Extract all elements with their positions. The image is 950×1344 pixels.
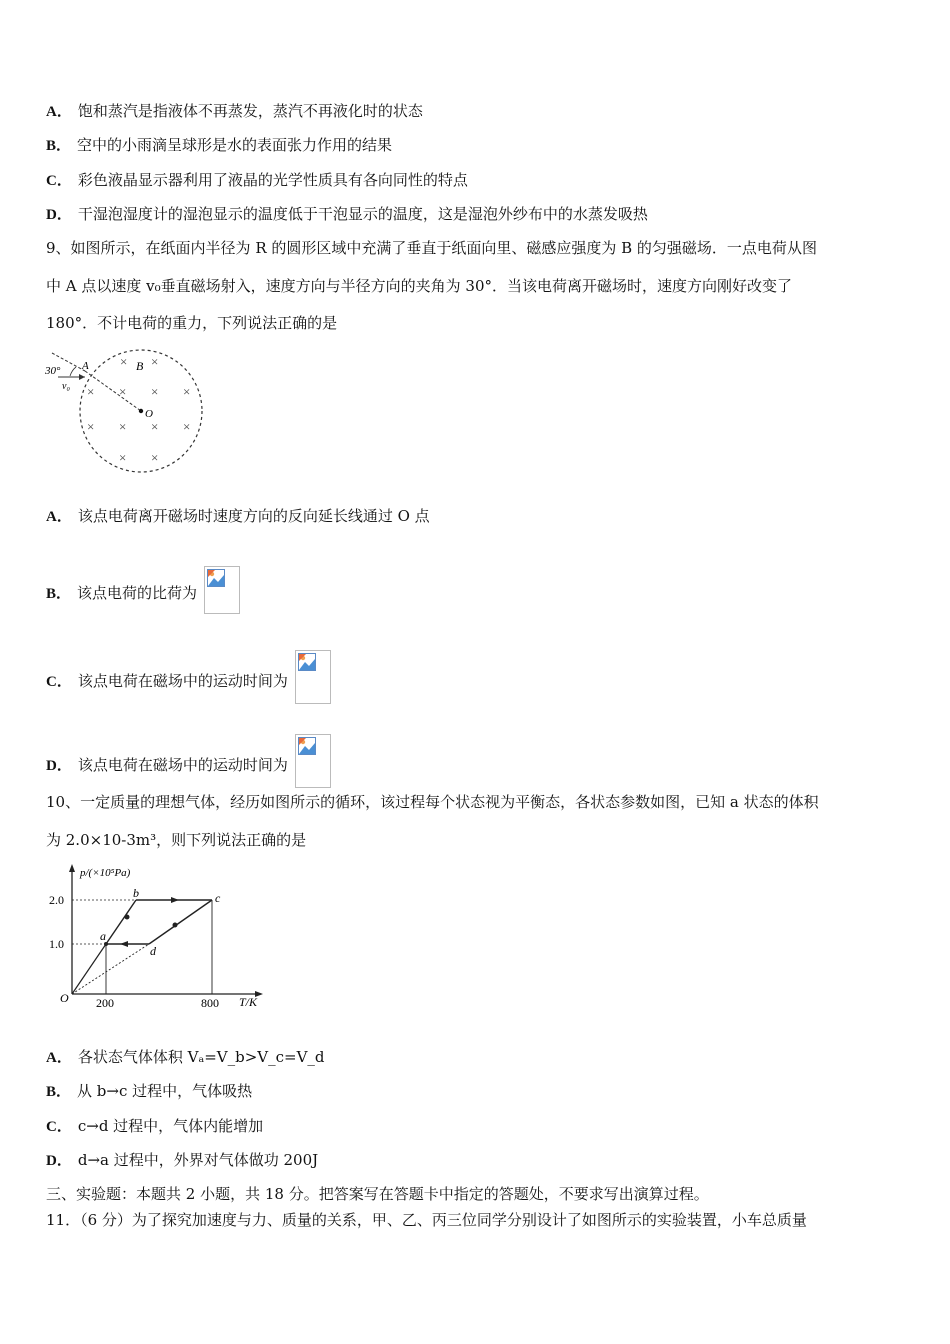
cross-mark: × <box>119 450 127 465</box>
graph-y-label: p/(×10⁵Pa) <box>80 867 131 879</box>
option-label: D． <box>46 207 72 223</box>
state-d-label: d <box>150 944 156 958</box>
field-label: B <box>136 359 144 373</box>
option-text: 从 b→c 过程中，气体吸热 <box>77 1082 253 1100</box>
option-label: A． <box>46 1050 72 1066</box>
option-label: D． <box>46 1153 72 1169</box>
q10-option-c <box>46 1116 263 1137</box>
option-label: B． <box>46 138 72 154</box>
cross-mark: × <box>151 450 159 465</box>
option-label: A． <box>46 104 72 120</box>
broken-formula-image <box>295 734 331 788</box>
cross-mark: × <box>151 384 159 399</box>
graph-origin: O <box>60 991 69 1005</box>
cross-mark: × <box>87 384 95 399</box>
cross-mark: × <box>151 419 159 434</box>
q8-option-c <box>46 170 468 191</box>
broken-image-icon <box>298 737 316 755</box>
q11-stem: 11．（6 分）为了探究加速度与力、质量的关系，甲、乙、丙三位同学分别设计了如图所示的实验装置，小车总质量 <box>46 1211 807 1229</box>
q10-pt-graph <box>44 862 274 1012</box>
q8-option-b <box>46 135 392 156</box>
q9-stem-line2: 中 A 点以速度 v₀垂直磁场射入，速度方向与半径方向的夹角为 30°．当该电荷离开磁场时，速度方向刚好改变了 <box>46 277 792 295</box>
option-text: 该点电荷在磁场中的运动时间为 <box>77 672 288 690</box>
q10-option-b <box>46 1081 252 1102</box>
broken-formula-image <box>295 650 331 704</box>
option-label: A． <box>46 509 72 525</box>
option-text: 各状态气体体积 Vₐ=V_b>V_c=V_d <box>77 1048 325 1066</box>
q9-option-b <box>46 566 240 614</box>
q10-option-a <box>46 1047 325 1068</box>
q9-stem-line1: 9、如图所示，在纸面内半径为 R 的圆形区域中充满了垂直于纸面向里、磁感应强度为 B 的匀强磁场．一点电荷从图 <box>46 239 817 257</box>
option-text: c→d 过程中，气体内能增加 <box>77 1117 264 1135</box>
option-text: 空中的小雨滴呈球形是水的表面张力作用的结果 <box>77 136 393 154</box>
cross-mark: × <box>119 384 127 399</box>
angle-label: 30° <box>45 365 61 377</box>
option-label: B． <box>46 586 72 602</box>
cross-mark: × <box>87 419 95 434</box>
q10-option-d <box>46 1150 318 1171</box>
broken-image-icon <box>207 569 225 587</box>
option-text: 该点电荷离开磁场时速度方向的反向延长线通过 O 点 <box>77 507 430 525</box>
q9-magnetic-field-figure <box>40 343 210 473</box>
option-label: C． <box>46 173 72 189</box>
x-tick-800: 800 <box>201 996 219 1010</box>
option-text: 饱和蒸汽是指液体不再蒸发，蒸汽不再液化时的状态 <box>77 102 423 120</box>
section-3-heading: 三、实验题：本题共 2 小题，共 18 分。把答案写在答题卡中指定的答题处，不要求写出演算过程。 <box>46 1185 709 1203</box>
cross-mark: × <box>151 354 159 369</box>
state-a-label: a <box>100 929 106 943</box>
cross-mark: × <box>119 419 127 434</box>
state-c-label: c <box>215 891 221 905</box>
q9-option-a <box>46 506 430 527</box>
option-label: B． <box>46 1084 72 1100</box>
cross-mark: × <box>183 419 191 434</box>
q8-option-a <box>46 101 423 122</box>
option-label: C． <box>46 674 72 690</box>
option-text: 干湿泡湿度计的湿泡显示的温度低于干泡显示的温度，这是湿泡外纱布中的水蒸发吸热 <box>77 205 648 223</box>
x-tick-200: 200 <box>96 996 114 1010</box>
q9-option-d <box>46 734 331 788</box>
option-text: 彩色液晶显示器利用了液晶的光学性质具有各向同性的特点 <box>77 171 468 189</box>
state-b-label: b <box>133 886 139 900</box>
q9-option-c <box>46 650 331 704</box>
option-label: C． <box>46 1119 72 1135</box>
cross-mark: × <box>183 384 191 399</box>
option-text: d→a 过程中，外界对气体做功 200J <box>77 1151 319 1169</box>
broken-formula-image <box>204 566 240 614</box>
broken-image-icon <box>298 653 316 671</box>
velocity-label: v₀ <box>62 381 70 392</box>
option-label: D． <box>46 758 72 774</box>
q8-option-d <box>46 204 648 225</box>
graph-x-label: T/K <box>239 995 258 1009</box>
q10-stem-line2: 为 2.0×10-3m³，则下列说法正确的是 <box>46 831 307 849</box>
cross-mark: × <box>120 354 128 369</box>
y-tick-1: 1.0 <box>49 937 64 951</box>
y-tick-2: 2.0 <box>49 893 64 907</box>
option-text: 该点电荷的比荷为 <box>77 584 198 602</box>
q10-stem-line1: 10、一定质量的理想气体，经历如图所示的循环，该过程每个状态视为平衡态，各状态参数如图，已知 a 状态的体积 <box>46 793 819 811</box>
q9-stem-line3: 180°．不计电荷的重力，下列说法正确的是 <box>46 314 338 332</box>
point-a-label: A <box>82 360 89 372</box>
center-label: O <box>145 408 153 420</box>
option-text: 该点电荷在磁场中的运动时间为 <box>77 756 288 774</box>
